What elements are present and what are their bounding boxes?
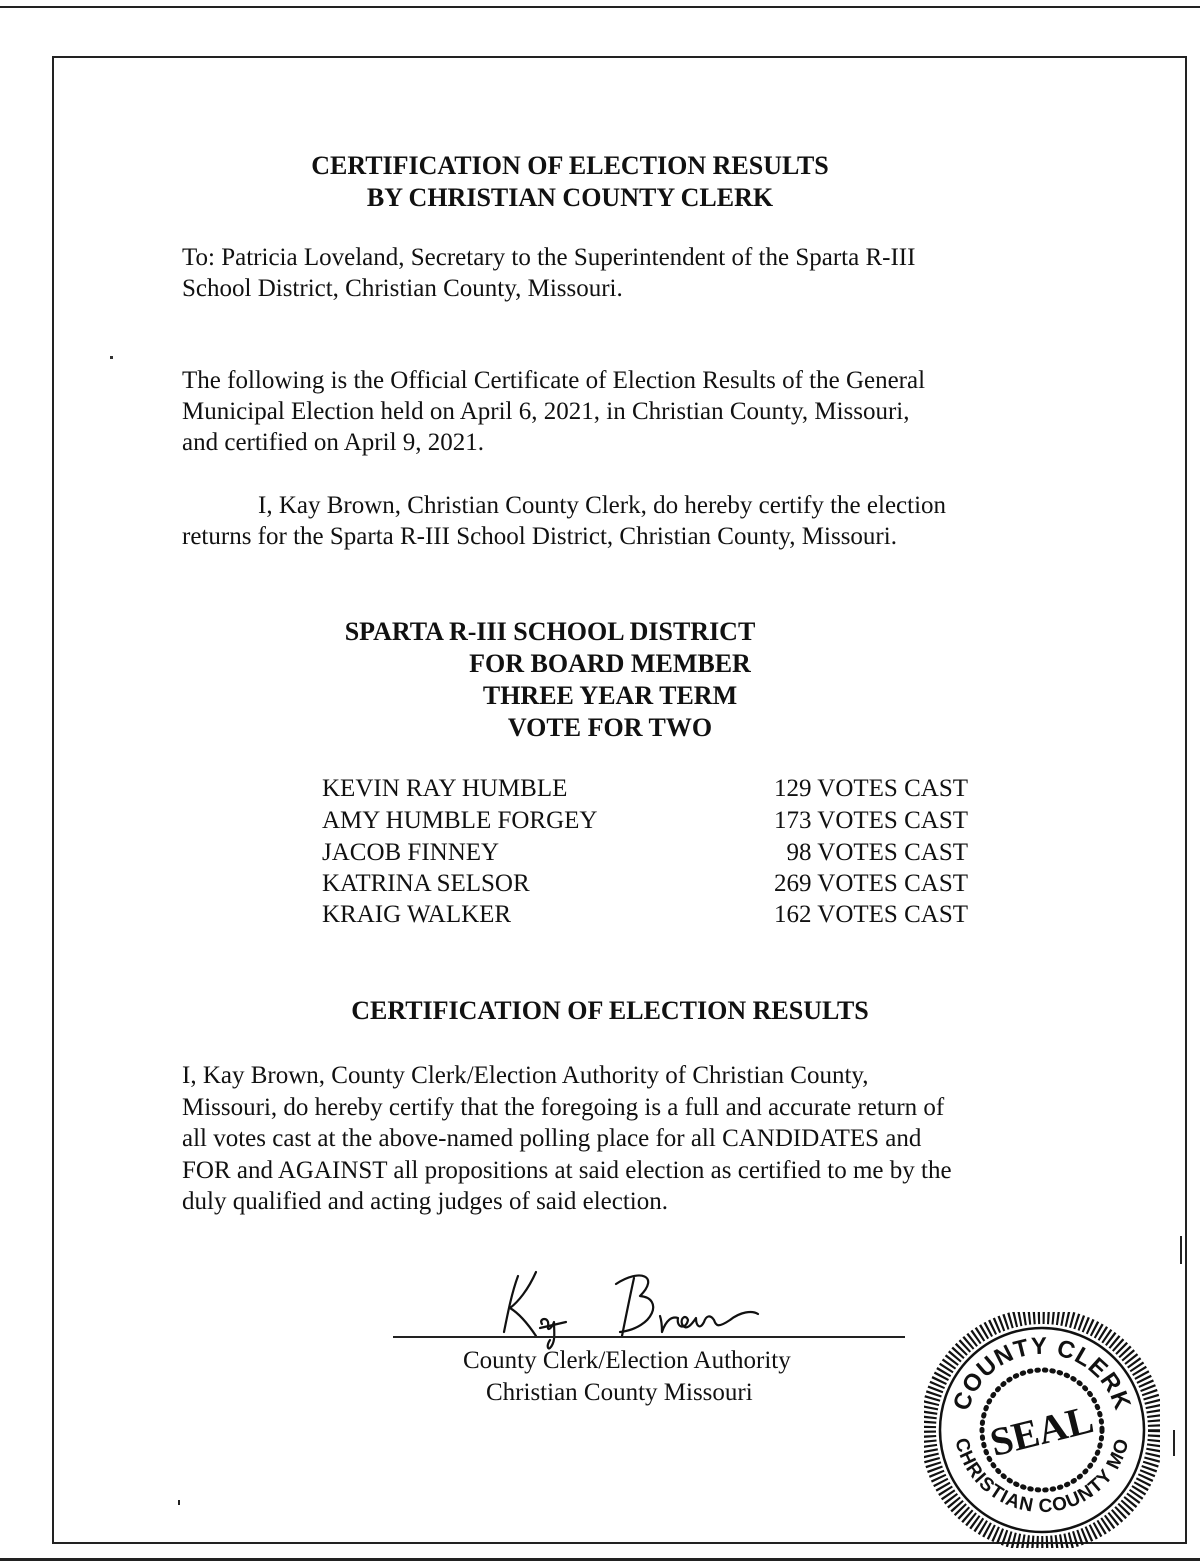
- scan-speck: [178, 1500, 180, 1505]
- certification-line1: I, Kay Brown, County Clerk/Election Authority of Christian County,: [182, 1062, 869, 1089]
- addressee-line2: School District, Christian County, Missouri.: [182, 275, 623, 302]
- addressee-line1: To: Patricia Loveland, Secretary to the Superintendent of the Sparta R-III: [182, 244, 916, 271]
- scan-mark: [1180, 1236, 1182, 1264]
- document-title-line2: BY CHRISTIAN COUNTY CLERK: [366, 183, 774, 212]
- intro-line1: The following is the Official Certificate of Election Results of the General: [182, 367, 926, 394]
- top-scan-edge: [0, 6, 1200, 8]
- candidate-name: KATRINA SELSOR: [322, 870, 530, 897]
- signature-title-line1: County Clerk/Election Authority: [463, 1347, 791, 1374]
- intro-line2: Municipal Election held on April 6, 2021, in Christian County, Missouri,: [182, 398, 910, 425]
- race-title-line2: FOR BOARD MEMBER: [469, 649, 751, 678]
- candidate-votes: 269 VOTES CAST: [773, 870, 968, 897]
- race-title-line1: SPARTA R-III SCHOOL DISTRICT: [344, 617, 756, 646]
- candidate-votes: 129 VOTES CAST: [773, 775, 968, 802]
- document-title-line1: CERTIFICATION OF ELECTION RESULTS: [311, 151, 829, 180]
- candidate-name: JACOB FINNEY: [322, 839, 500, 866]
- seal-bottom-text: CHRISTIAN COUNTY MO: [950, 1435, 1134, 1518]
- seal-center-text: SEAL: [985, 1396, 1098, 1466]
- certification-heading: CERTIFICATION OF ELECTION RESULTS: [351, 996, 869, 1025]
- signature-title-line2: Christian County Missouri: [486, 1379, 753, 1406]
- candidate-name: KEVIN RAY HUMBLE: [322, 775, 568, 802]
- certification-line2: Missouri, do hereby certify that the foregoing is a full and accurate return of: [182, 1094, 945, 1121]
- seal-top-text: COUNTY CLERK: [947, 1332, 1137, 1415]
- handwritten-signature: [490, 1262, 780, 1352]
- certify-statement-line1: I, Kay Brown, Christian County Clerk, do hereby certify the election: [258, 492, 947, 519]
- race-title-line4: VOTE FOR TWO: [507, 713, 713, 742]
- intro-line3: and certified on April 9, 2021.: [182, 429, 485, 456]
- certify-statement-line2: returns for the Sparta R-III School District, Christian County, Missouri.: [182, 523, 897, 550]
- candidate-votes: 173 VOTES CAST: [773, 807, 968, 834]
- candidate-votes: 162 VOTES CAST: [773, 901, 968, 928]
- candidate-name: KRAIG WALKER: [322, 901, 512, 928]
- scan-mark: [1173, 1430, 1175, 1456]
- certification-line5: duly qualified and acting judges of said election.: [182, 1188, 668, 1215]
- race-title-line3: THREE YEAR TERM: [482, 681, 738, 710]
- candidate-votes: 98 VOTES CAST: [786, 839, 968, 866]
- certification-line4: FOR and AGAINST all propositions at said election as certified to me by the: [182, 1157, 952, 1184]
- county-clerk-seal: [924, 1312, 1160, 1548]
- scan-speck: [110, 356, 113, 359]
- signature-line: [393, 1336, 905, 1338]
- candidate-name: AMY HUMBLE FORGEY: [322, 807, 598, 834]
- bottom-scan-edge: [0, 1558, 1200, 1561]
- certification-line3: all votes cast at the above-named polling place for all CANDIDATES and: [182, 1125, 922, 1152]
